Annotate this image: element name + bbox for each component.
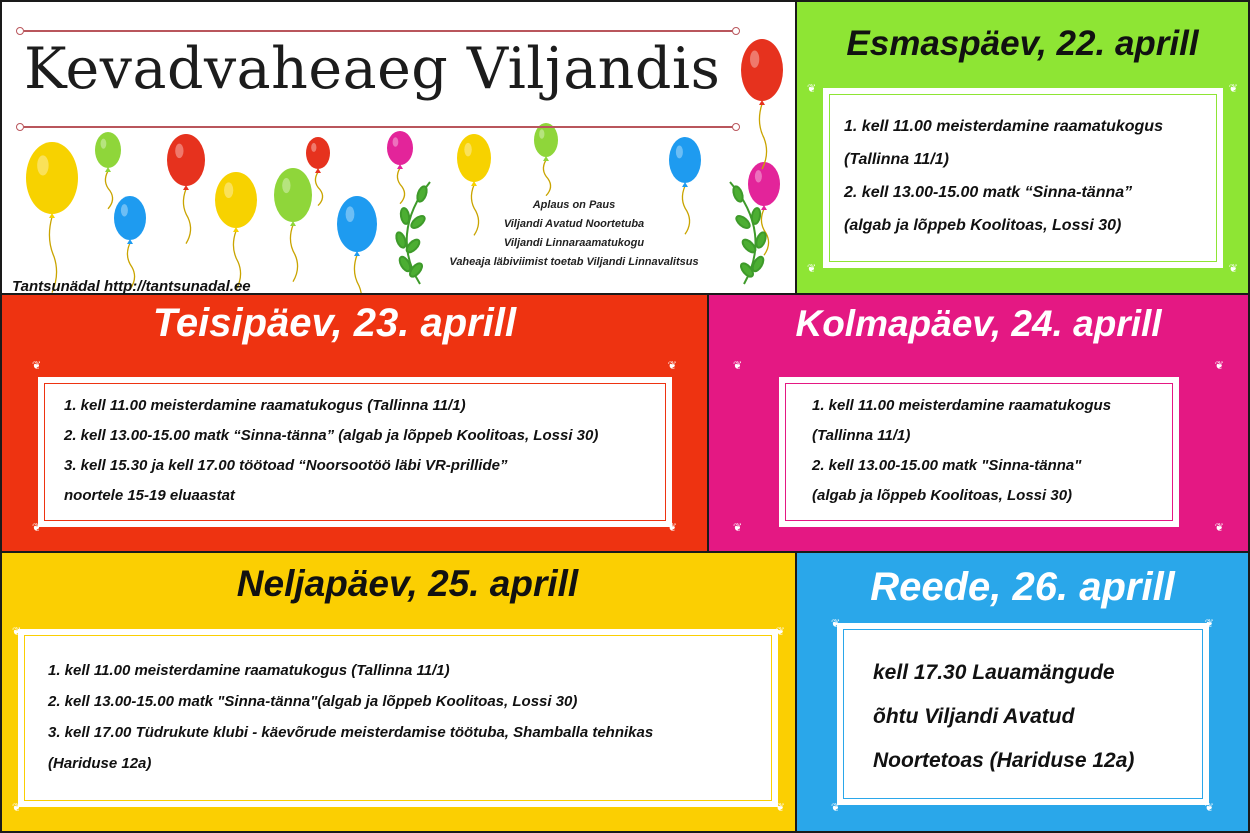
balloon-icon [95, 132, 121, 209]
leaf-corner-icon: ❦ [32, 360, 42, 372]
leaf-corner-icon: ❦ [32, 522, 42, 534]
schedule-line: (Tallinna 11/1) [844, 151, 949, 168]
leaf-corner-icon: ❦ [1204, 618, 1214, 630]
schedule-box-thursday [18, 629, 778, 807]
day-title-wednesday: Kolmapäev, 24. aprill [795, 303, 1162, 344]
leaf-corner-icon: ❦ [1228, 83, 1238, 95]
day-title-monday: Esmaspäev, 22. aprill [846, 24, 1199, 63]
schedule-box-monday [823, 88, 1223, 268]
day-panel-thursday [2, 553, 795, 831]
schedule-line: (Tallinna 11/1) [812, 427, 911, 444]
schedule-box-friday [837, 623, 1209, 805]
schedule-line: õhtu Viljandi Avatud [873, 705, 1075, 728]
schedule-line: Noortetoas (Hariduse 12a) [873, 749, 1135, 772]
credit-line: Viljandi Avatud Noortetuba [503, 218, 645, 230]
balloon-icon [274, 168, 312, 282]
credit-line: Aplaus on Paus [532, 199, 616, 211]
schedule-line: 1. kell 11.00 meisterdamine raamatukogus [844, 118, 1163, 135]
leaf-corner-icon: ❦ [12, 802, 22, 814]
balloon-icon [215, 172, 257, 290]
day-title-friday: Reede, 26. aprill [870, 565, 1175, 609]
leaf-corner-icon: ❦ [733, 360, 743, 372]
balloon-icon [114, 196, 146, 289]
leaf-corner-icon: ❦ [1204, 802, 1214, 814]
schedule-box-tuesday [38, 377, 672, 527]
balloon-icon [534, 123, 558, 196]
leaf-corner-icon: ❦ [667, 360, 677, 372]
schedule-box-wednesday [779, 377, 1179, 527]
day-panel-monday [797, 2, 1248, 293]
schedule-line: kell 17.30 Lauamängude [873, 661, 1115, 684]
leaf-corner-icon: ❦ [667, 522, 677, 534]
day-panel-tuesday [2, 295, 707, 551]
credit-line: Vaheaja läbiviimist toetab Viljandi Linnavalitsus [449, 256, 699, 268]
leaf-corner-icon: ❦ [775, 626, 785, 638]
leaf-corner-icon: ❦ [1228, 263, 1238, 275]
schedule-line: (Hariduse 12a) [48, 755, 152, 772]
credit-line: Viljandi Linnaraamatukogu [503, 237, 645, 249]
leaf-corner-icon: ❦ [1214, 360, 1224, 372]
page-title: Kevadvaheaeg Viljandis [24, 36, 721, 102]
leaf-corner-icon: ❦ [1214, 522, 1224, 534]
balloon-icon [337, 196, 377, 293]
schedule-line: 3. kell 15.30 ja kell 17.00 töötoad “Noorsootöö läbi VR-prillide” [64, 457, 508, 474]
schedule-line: 2. kell 13.00-15.00 matk "Sinna-tänna" [812, 457, 1082, 474]
balloon-icon [26, 142, 78, 293]
day-panel-wednesday [709, 295, 1248, 551]
balloon-icon [167, 134, 205, 244]
schedule-line: 1. kell 11.00 meisterdamine raamatukogus [812, 397, 1112, 414]
day-panel-friday [797, 553, 1248, 831]
balloon-icon [387, 131, 413, 204]
organizer-credits [424, 196, 724, 272]
leaf-corner-icon: ❦ [807, 263, 817, 275]
schedule-line: 1. kell 11.00 meisterdamine raamatukogus (Tallinna 11/1) [48, 662, 450, 679]
leaf-corner-icon: ❦ [12, 626, 22, 638]
schedule-line: (algab ja lõppeb Koolitoas, Lossi 30) [812, 487, 1073, 504]
schedule-line: 2. kell 13.00-15.00 matk “Sinna-tänna” [844, 184, 1133, 201]
leaf-corner-icon: ❦ [733, 522, 743, 534]
title-rule-bottom [24, 126, 732, 128]
leaf-corner-icon: ❦ [831, 802, 841, 814]
schedule-line: noortele 15-19 eluaastat [64, 487, 235, 504]
schedule-line: 2. kell 13.00-15.00 matk “Sinna-tänna” (algab ja lõppeb Koolitoas, Lossi 30) [64, 427, 599, 444]
schedule-line: 2. kell 13.00-15.00 matk "Sinna-tänna"(algab ja lõppeb Koolitoas, Lossi 30) [48, 693, 578, 710]
day-title-thursday: Neljapäev, 25. aprill [236, 563, 579, 604]
leaf-corner-icon: ❦ [831, 618, 841, 630]
leaf-corner-icon: ❦ [775, 802, 785, 814]
website-note: Tantsunädal http://tantsunadal.ee [12, 278, 251, 295]
leaf-corner-icon: ❦ [807, 83, 817, 95]
title-rule-top [24, 30, 732, 32]
schedule-line: 3. kell 17.00 Tüdrukute klubi - käevõrude meisterdamise töötuba, Shamballa tehnikas [48, 724, 654, 741]
schedule-line: (algab ja lõppeb Koolitoas, Lossi 30) [844, 217, 1122, 234]
balloon-icon [741, 39, 783, 169]
schedule-line: 1. kell 11.00 meisterdamine raamatukogus (Tallinna 11/1) [64, 397, 466, 414]
title-panel [2, 2, 795, 293]
day-title-tuesday: Teisipäev, 23. aprill [152, 301, 517, 345]
